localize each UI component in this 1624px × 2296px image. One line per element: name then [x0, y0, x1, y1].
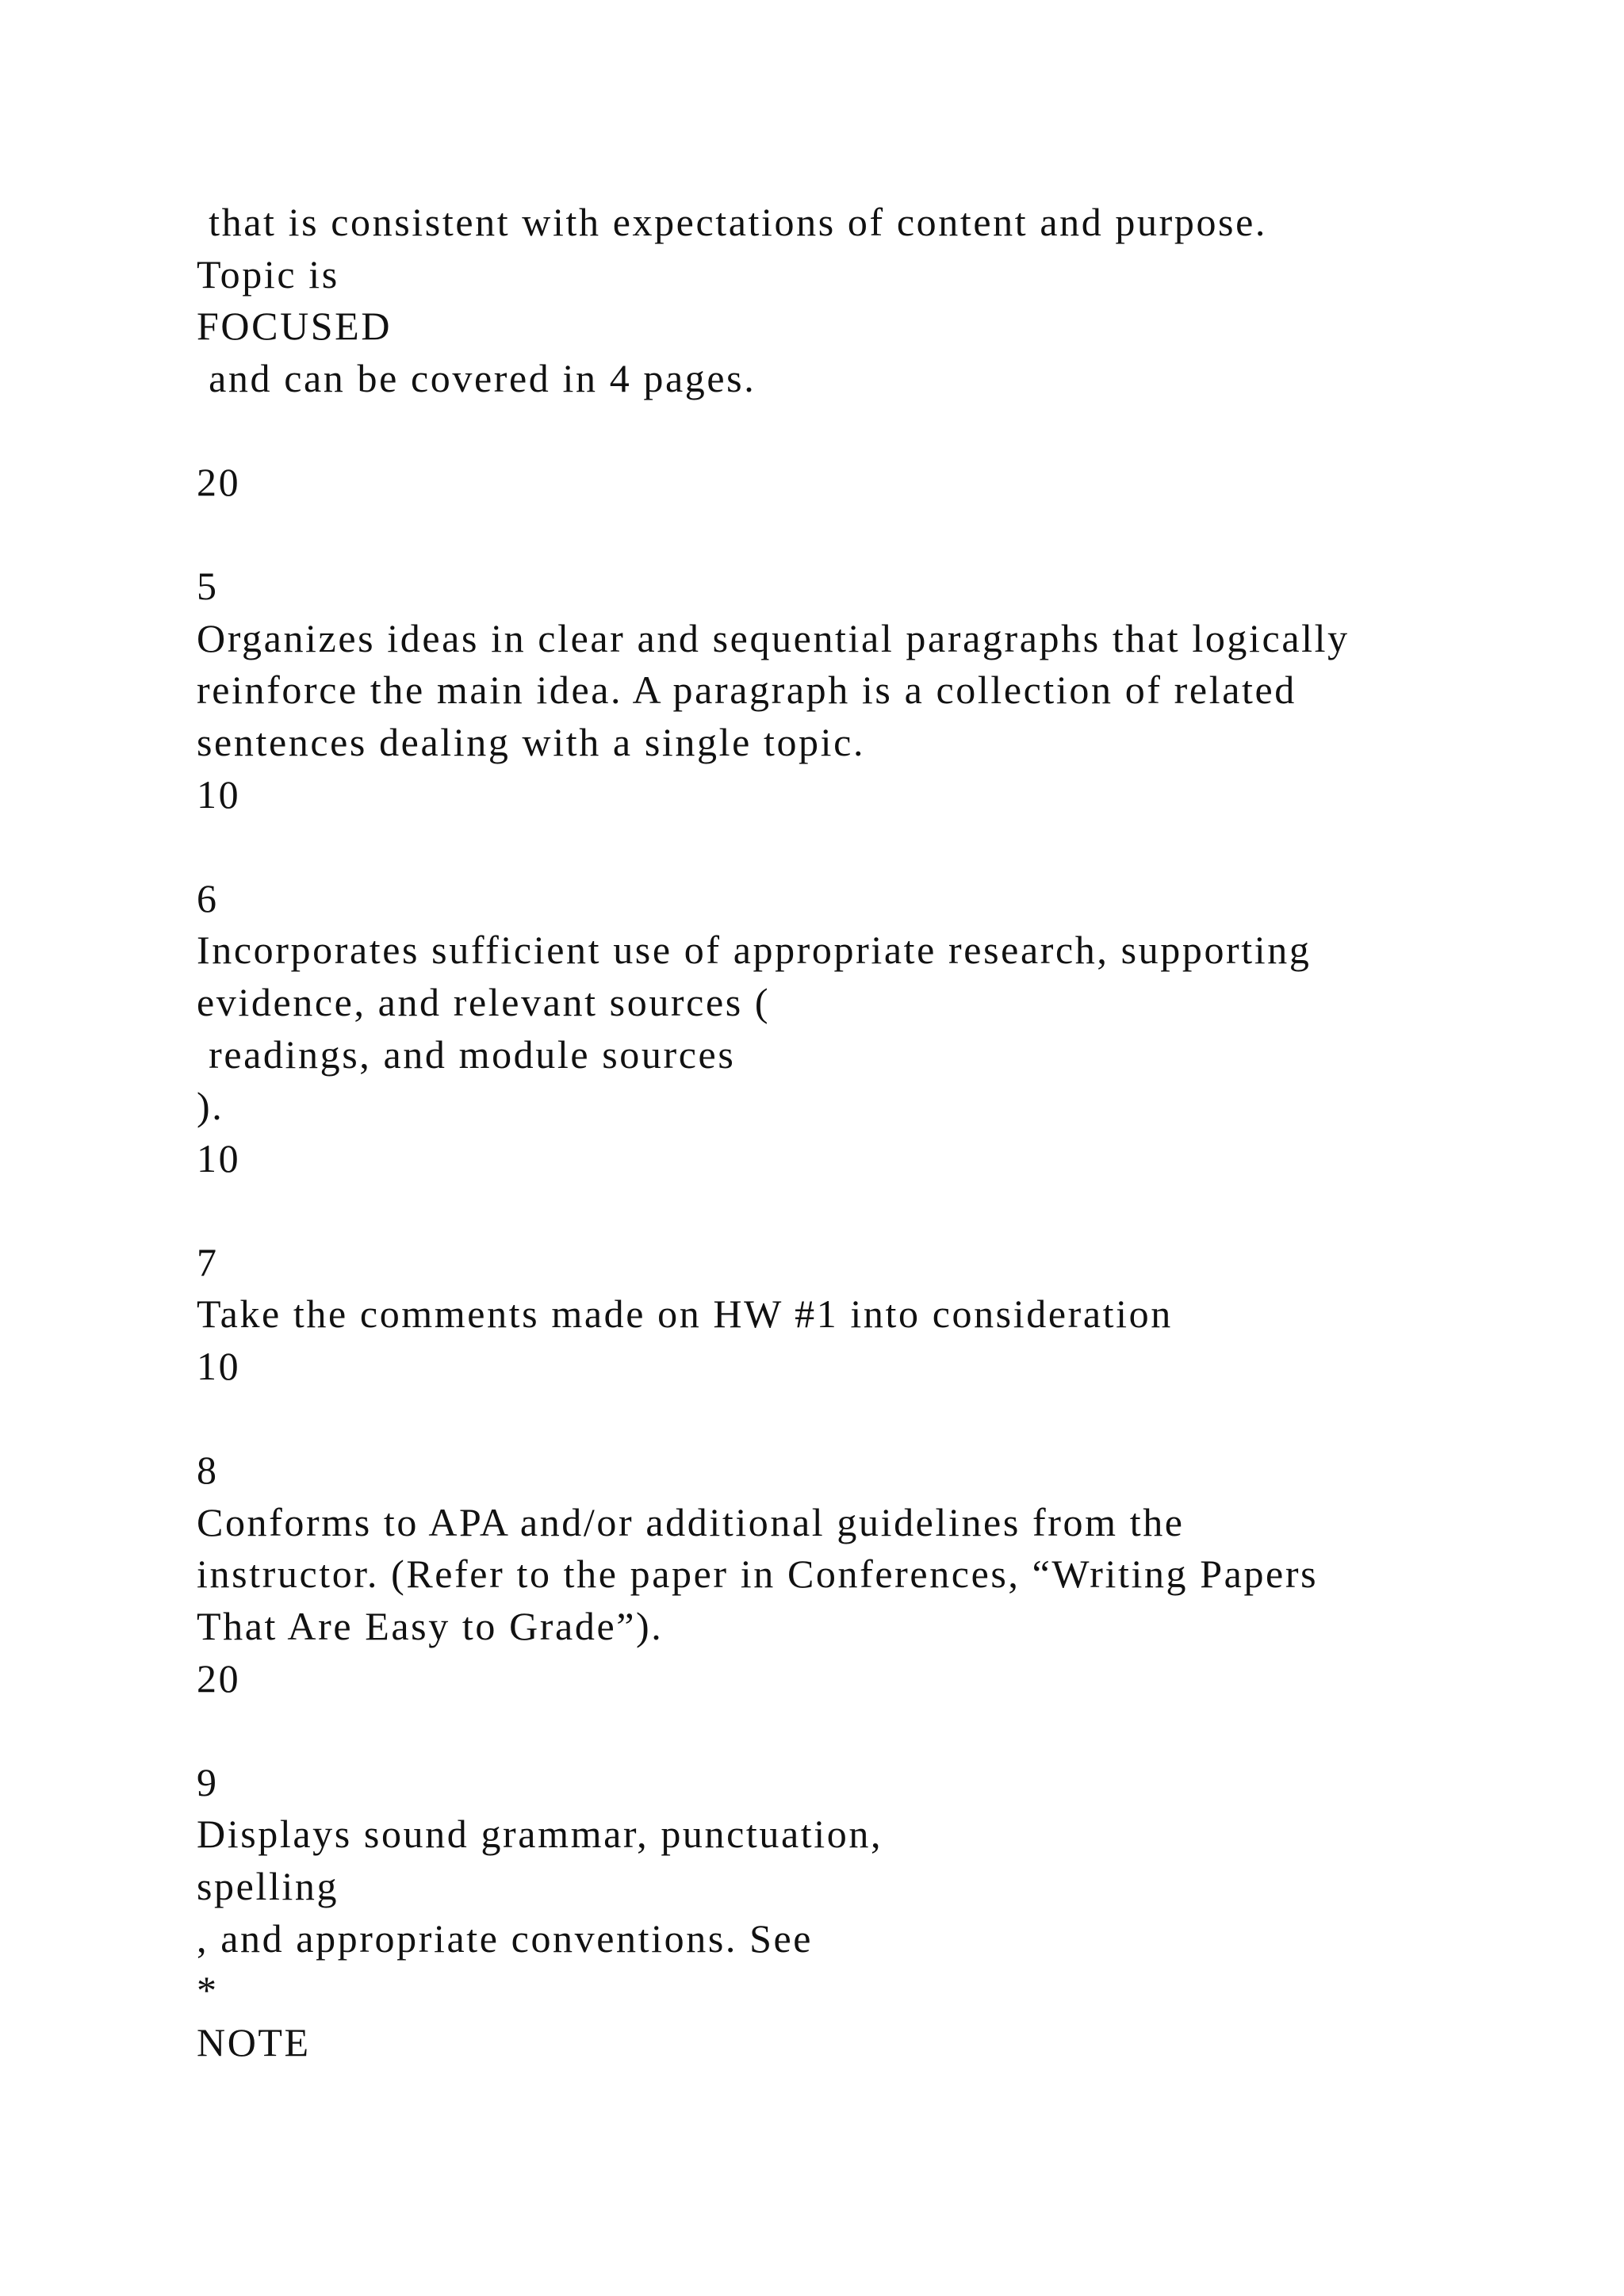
document-text-body — [197, 197, 1545, 2068]
criterion-text: * — [197, 1968, 219, 2013]
blank-line — [197, 821, 1545, 873]
blank-line — [197, 404, 1545, 457]
criterion-text: , and appropriate conventions. See — [197, 1915, 814, 1961]
criterion-text: That Are Easy to Grade”). — [197, 1604, 664, 1649]
criterion-number: 9 — [197, 1759, 219, 1804]
criterion-text: reinforce the main idea. A paragraph is a collection of related — [197, 668, 1297, 713]
text-line: and can be covered in 4 pages. — [197, 355, 756, 400]
points-value: 20 — [197, 1655, 241, 1701]
criterion-number: 8 — [197, 1448, 219, 1493]
criterion-number: 5 — [197, 564, 219, 609]
points-value: 10 — [197, 1135, 241, 1181]
criterion-text: instructor. (Refer to the paper in Conferences, “Writing Papers — [197, 1552, 1319, 1597]
criterion-text: readings, and module sources — [197, 1031, 736, 1077]
criterion-text: spelling — [197, 1864, 339, 1908]
criterion-number: 7 — [197, 1239, 219, 1284]
criterion-number: 6 — [197, 875, 219, 920]
text-line: that is consistent with expectations of content and purpose. — [197, 200, 1268, 244]
criterion-text: NOTE — [197, 2019, 311, 2064]
blank-line — [197, 509, 1545, 561]
blank-line — [197, 1184, 1545, 1237]
criterion-text: Displays sound grammar, punctuation, — [197, 1812, 883, 1857]
points-value: 10 — [197, 1344, 241, 1389]
points-value: 20 — [197, 459, 241, 504]
blank-line — [197, 1393, 1545, 1445]
criterion-text: Organizes ideas in clear and sequential paragraphs that logically — [197, 615, 1350, 660]
blank-line — [197, 1705, 1545, 1757]
criterion-text: Take the comments made on HW #1 into consideration — [197, 1292, 1173, 1337]
criterion-text: evidence, and relevant sources ( — [197, 979, 771, 1024]
criterion-text: Conforms to APA and/or additional guidelines from the — [197, 1499, 1185, 1544]
criterion-text: sentences dealing with a single topic. — [197, 719, 866, 764]
text-line: Topic is — [197, 251, 339, 297]
text-line: FOCUSED — [197, 304, 393, 349]
criterion-text: Incorporates sufficient use of appropriate research, supporting — [197, 928, 1312, 973]
criterion-text: ). — [197, 1084, 224, 1129]
points-value: 10 — [197, 771, 241, 817]
